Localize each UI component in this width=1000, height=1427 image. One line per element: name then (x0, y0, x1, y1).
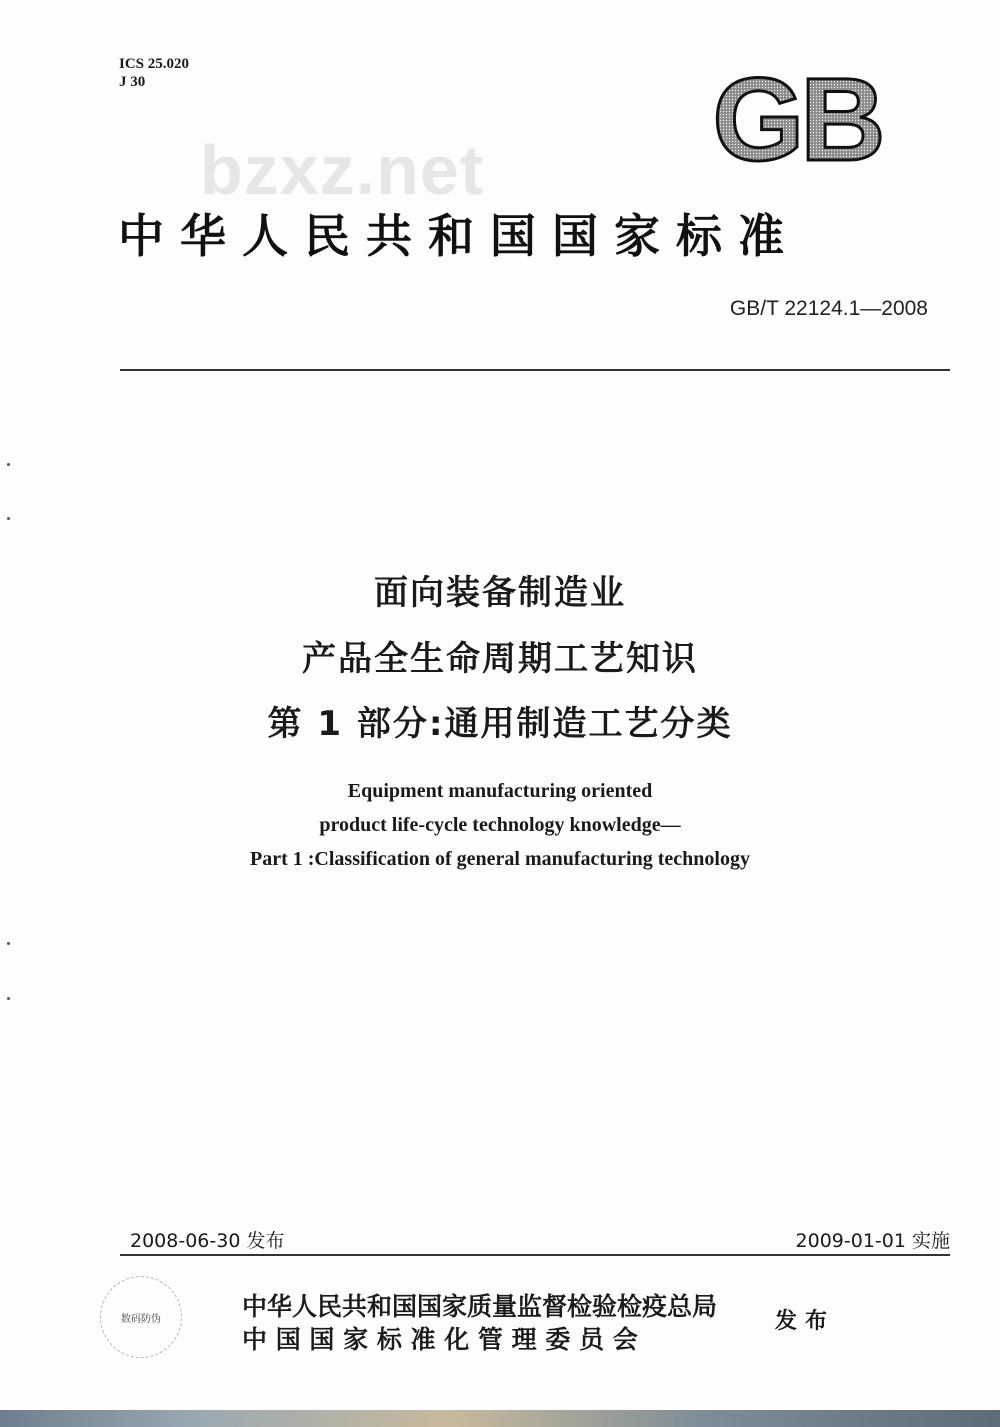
en-title-line-1: Equipment manufacturing oriented (347, 780, 653, 802)
effective-date: 2009-01-01 实施 (795, 1230, 950, 1252)
en-title-line-2: product life-cycle technology knowledge— (319, 814, 681, 836)
anti-counterfeit-stamp (100, 1276, 182, 1358)
issuer-line-2: 中 国 国 家 标 准 化 管 理 委 员 会 (242, 1325, 638, 1354)
cn-title-line-1: 面向装备制造业 (374, 573, 626, 613)
footer-rule (120, 1254, 950, 1256)
standard-code: GB/T 22124.1—2008 (729, 297, 928, 320)
cn-title-line-2: 产品全生命周期工艺知识 (302, 639, 698, 679)
speck (7, 517, 10, 520)
watermark: bzxz.net (200, 131, 485, 209)
classification-code: J 30 (119, 74, 146, 90)
publish-label: 发布 (775, 1308, 836, 1334)
ics-code: ICS 25.020 (119, 56, 190, 72)
bottom-edge-strip (0, 1410, 1000, 1427)
standard-type-title: 中华人民共和国国家标准 (118, 209, 800, 263)
issue-date: 2008-06-30 发布 (130, 1230, 285, 1252)
cn-title-line-3: 第 1 部分:通用制造工艺分类 (267, 704, 733, 744)
speck (7, 997, 10, 1000)
speck (7, 463, 10, 466)
gb-logo (695, 62, 900, 172)
issuer-line-1: 中华人民共和国国家质量监督检验检疫总局 (242, 1292, 718, 1321)
gb-logo-text: GB (712, 62, 882, 172)
header-rule (120, 369, 950, 371)
speck (7, 942, 10, 945)
stamp-label: 数码防伪 (121, 1314, 161, 1325)
en-title-line-3: Part 1 :Classification of general manufacturing technology (250, 848, 750, 870)
